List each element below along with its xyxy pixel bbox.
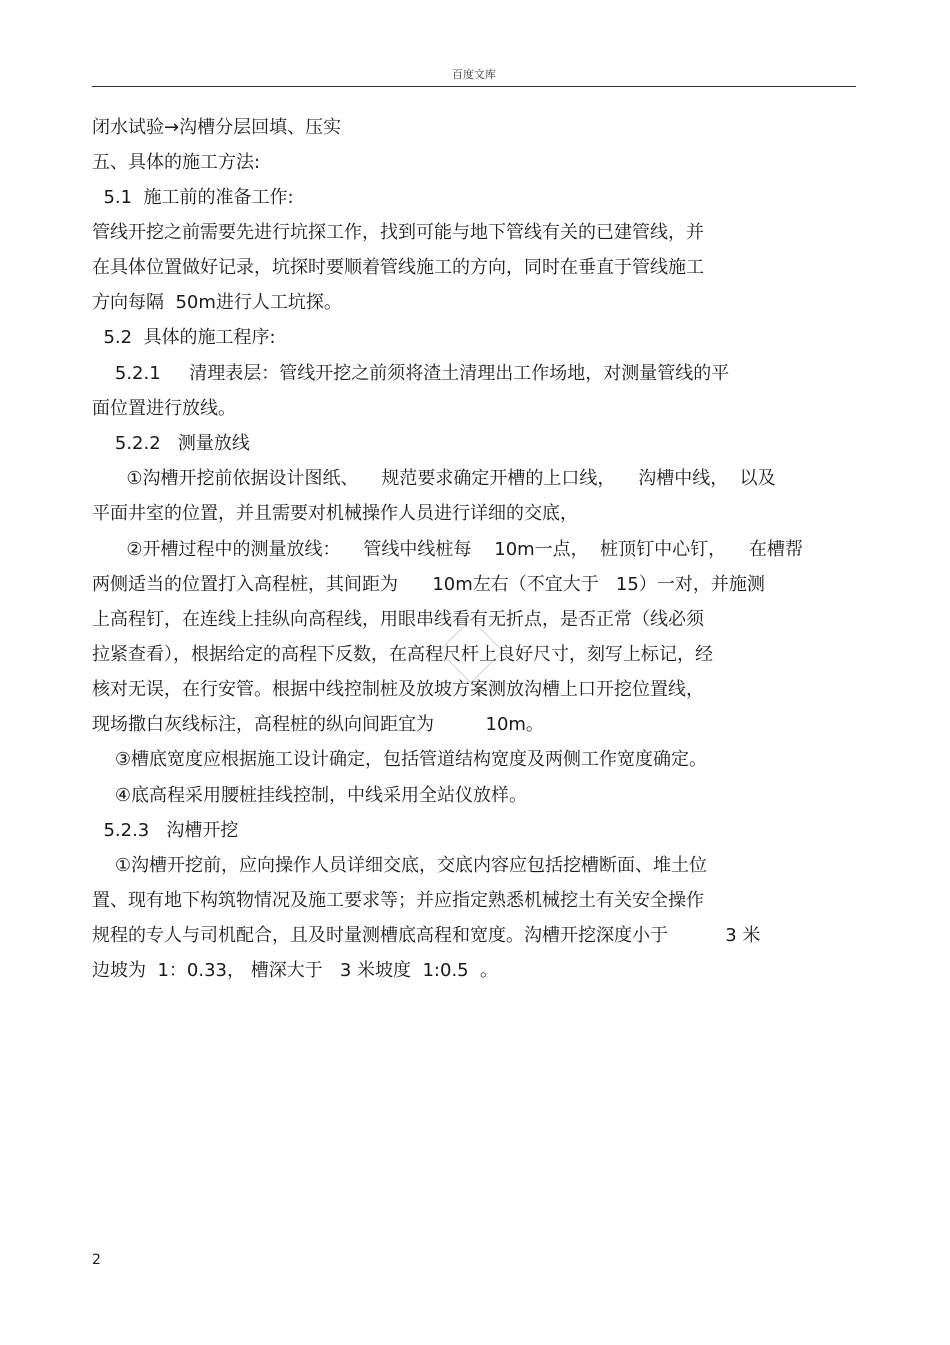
- body-line: 5.2.1 清理表层：管线开挖之前须将渣土清理出工作场地，对测量管线的平: [92, 363, 730, 384]
- subsection-heading: 5.2.2 测量放线: [92, 433, 250, 454]
- body-line: 拉紧查看），根据给定的高程下反数，在高程尺杆上良好尺寸，刻写上标记，经: [92, 644, 713, 665]
- page-number: 2: [92, 1252, 101, 1268]
- body-line: ①沟槽开挖前，应向操作人员详细交底，交底内容应包括挖槽断面、堆土位: [92, 855, 708, 876]
- page-header: 百度文库: [452, 68, 496, 81]
- body-line: 核对无误，在行安管。根据中线控制桩及放坡方案测放沟槽上口开挖位置线，: [92, 679, 704, 700]
- section-heading: 五、具体的施工方法:: [92, 152, 261, 173]
- body-line: 闭水试验→沟槽分层回填、压实: [92, 117, 342, 138]
- body-line: ③槽底宽度应根据施工设计确定，包括管道结构宽度及两侧工作宽度确定。: [92, 749, 708, 770]
- subsection-heading: 5.2.3 沟槽开挖: [92, 820, 239, 841]
- body-line: 规程的专人与司机配合，且及时量测槽底高程和宽度。沟槽开挖深度小于 3 米: [92, 925, 761, 946]
- body-line: 置、现有地下构筑物情况及施工要求等；并应指定熟悉机械挖土有关安全操作: [92, 890, 704, 911]
- body-line: 在具体位置做好记录，坑探时要顺着管线施工的方向，同时在垂直于管线施工: [92, 257, 704, 278]
- body-line: 方向每隔 50m进行人工坑探。: [92, 292, 342, 313]
- body-line: 上高程钉，在连线上挂纵向高程线，用眼串线看有无折点，是否正常（线必须: [92, 609, 704, 630]
- body-line: ②开槽过程中的测量放线： 管线中线桩每 10m一点， 桩顶钉中心钉， 在槽帮: [92, 539, 804, 560]
- body-line: 两侧适当的位置打入高程桩，其间距为 10m左右（不宜大于 15）一对，并施测: [92, 574, 765, 595]
- body-line: ①沟槽开挖前依据设计图纸、 规范要求确定开槽的上口线， 沟槽中线， 以及: [92, 468, 776, 489]
- body-line: 平面井室的位置，并且需要对机械操作人员进行详细的交底，: [92, 503, 578, 524]
- body-line: 管线开挖之前需要先进行坑探工作，找到可能与地下管线有关的已建管线，并: [92, 222, 704, 243]
- body-line: 面位置进行放线。: [92, 398, 236, 419]
- header-divider: [92, 86, 856, 87]
- subsection-heading: 5.1 施工前的准备工作:: [92, 187, 294, 208]
- body-line: ④底高程采用腰桩挂线控制，中线采用全站仪放样。: [92, 785, 528, 806]
- body-line: 边坡为 1：0.33， 槽深大于 3 米坡度 1:0.5 。: [92, 960, 499, 981]
- subsection-heading: 5.2 具体的施工程序:: [92, 327, 276, 348]
- body-line: 现场撒白灰线标注，高程桩的纵向间距宜为 10m。: [92, 714, 544, 735]
